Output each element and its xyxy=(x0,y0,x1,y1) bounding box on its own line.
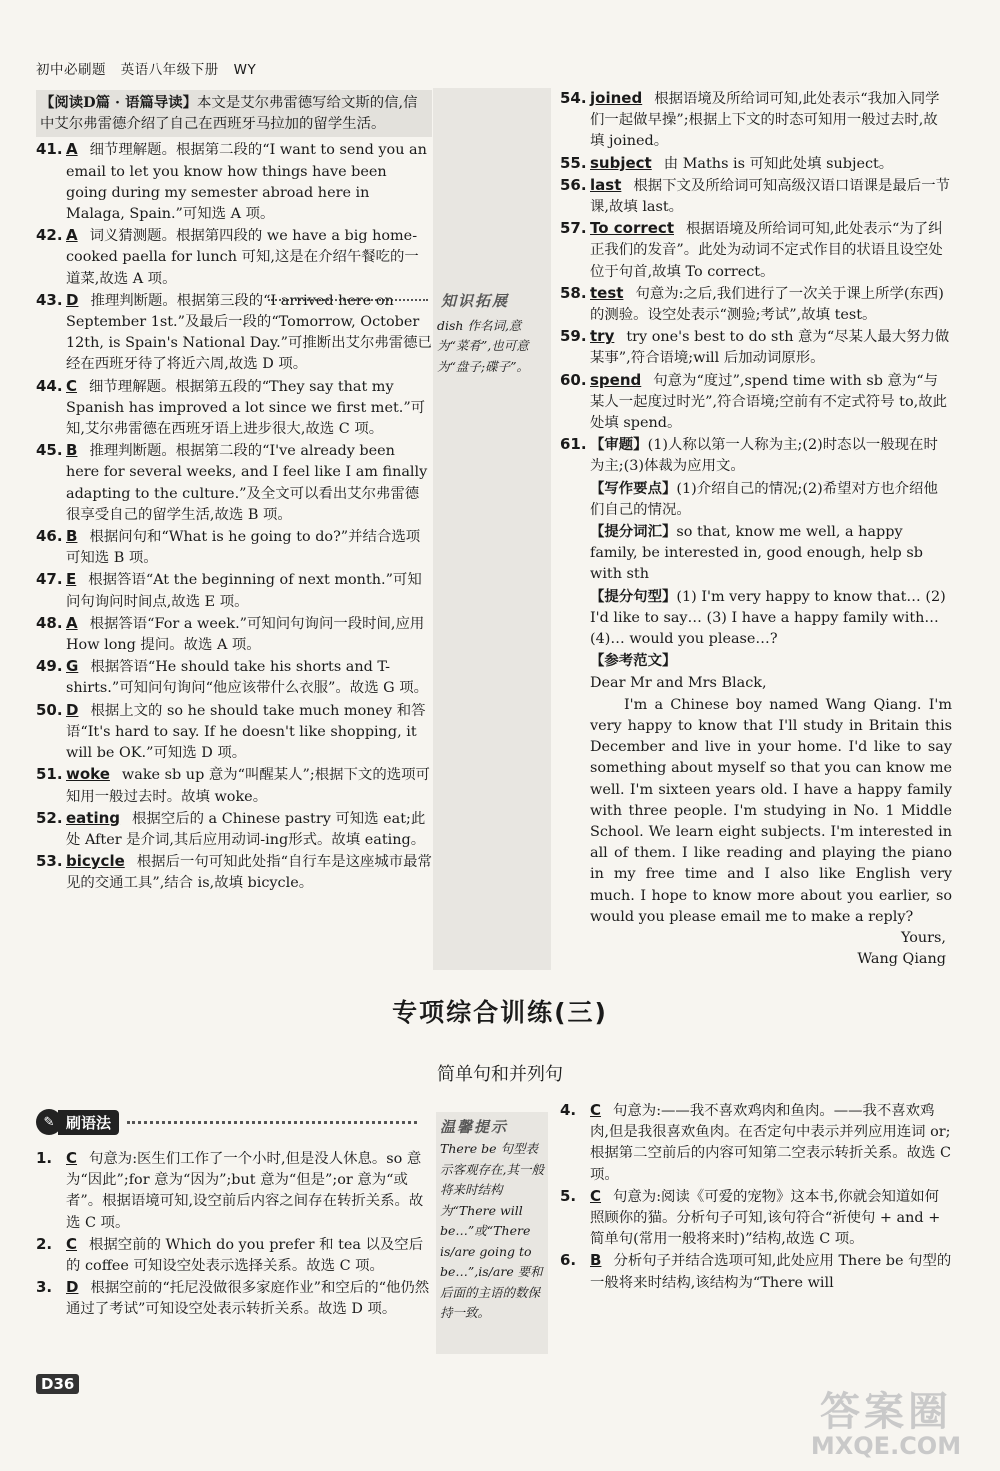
answer-key: try xyxy=(590,327,615,346)
grammar-badge-label: 刷语法 xyxy=(58,1110,119,1135)
explanation-text: 推理判断题。根据第二段的“I've already been here for several weeks, and I feel like I am finally adapting to the culture.”及全文可以看出艾尔弗雷德很享受自己的留学生活,故选 B 项。 xyxy=(66,443,428,523)
answer-key: E xyxy=(66,570,77,589)
reading-intro-tag: 【阅读D篇 · 语篇导读】 xyxy=(40,94,198,111)
question-number: 1. xyxy=(36,1149,53,1167)
question-number: 53. xyxy=(36,852,63,871)
explanation-text: 由 Maths is 可知此处填 subject。 xyxy=(663,155,894,172)
right-column xyxy=(560,88,952,970)
answer-key: C xyxy=(590,1186,602,1205)
question-number: 59. xyxy=(560,327,587,346)
explanation-text: 根据上文的 so he should take much money 和答语“It's hard to say. If he doesn't like shopping, it will be OK.”可知选 D 项。 xyxy=(66,702,426,762)
answer-key: C xyxy=(66,376,78,395)
section-title: 专项综合训练(三) xyxy=(392,998,608,1027)
reading-intro xyxy=(36,90,432,137)
watermark-logo xyxy=(786,1389,986,1462)
explanation-text: 根据语境及所给词可知,此处表示“为了纠正我们的发音”。此处为动词不定式作目的状语且设空处位于句首,故填 To correct。 xyxy=(590,221,943,280)
sentence-patterns-label: 【提分句型】 xyxy=(590,587,677,605)
explanation-text: 根据空前的 Which do you prefer 和 tea 以及空后的 coffee 可知设空处表示选择关系。故选 C 项。 xyxy=(66,1236,424,1275)
explanation-text: 分析句子并结合选项可知,此处应用 There be 句型的一般将来时结构,该结构为“There will xyxy=(590,1253,952,1291)
pen-icon: ✎ xyxy=(36,1109,62,1135)
question-number: 41. xyxy=(36,140,63,159)
review-text: (1)人称以第一人称为主;(2)时态以一般现在时为主;(3)体裁为应用文。 xyxy=(590,437,938,475)
header-subject: 英语八年级下册 xyxy=(120,62,219,78)
question-number: 61. xyxy=(560,435,587,454)
answer-item xyxy=(36,290,432,376)
explanation-text: wake sb up 意为“叫醒某人”;根据下文的选项可知用一般过去时。故填 woke。 xyxy=(66,767,430,805)
answer-key: G xyxy=(66,657,79,676)
answer-item xyxy=(560,153,952,175)
answer-key: woke xyxy=(66,765,110,784)
question-number: 48. xyxy=(36,613,63,632)
bottom-right-column xyxy=(560,1100,952,1294)
explanation-text: 细节理解题。根据第二段的“I want to send you an email to let you know how things have been going during my semester abroad here in Malaga, Spain.”可知选 A 项。 xyxy=(66,142,427,223)
explanation-text: 句意为:——我不喜欢鸡肉和鱼肉。——我不喜欢鸡肉,但是我很喜欢鱼肉。在否定句中表示并列应用连词 or;根据第二空前后的内容可知第二空表示转折关系。故选 C 项。 xyxy=(590,1103,951,1183)
explanation-text: 根据后一句可知此处指“自行车是这座城市最常见的交通工具”,结合 is,故填 bicycle。 xyxy=(66,854,432,892)
badge-divider xyxy=(127,1121,417,1124)
page-number: D36 xyxy=(36,1374,79,1394)
question-number: 57. xyxy=(560,219,587,238)
explanation-text: 词义猜测题。根据第四段的 we have a big home-cooked paella for lunch 可知,这是在介绍午餐吃的一道菜,故选 A 项。 xyxy=(66,228,419,287)
sidebar-background xyxy=(433,88,551,970)
reading-intro-text: 本文是艾尔弗雷德写给文斯的信,信中艾尔弗雷德介绍了自己在西班牙马拉加的留学生活。 xyxy=(40,95,418,133)
question-number: 44. xyxy=(36,376,63,395)
explanation-text: 句意为:之后,我们进行了一次关于课上所学(东西)的测验。设空处表示“测验;考试”,故填 test。 xyxy=(590,285,944,324)
answer-key: C xyxy=(66,1149,78,1167)
question-number: 51. xyxy=(36,765,63,784)
answer-item xyxy=(36,1234,432,1277)
question-number: 42. xyxy=(36,226,63,245)
answer-item xyxy=(36,526,432,569)
left-column xyxy=(36,90,432,895)
answer-item xyxy=(560,326,952,369)
page-header xyxy=(36,58,266,78)
question-number: 47. xyxy=(36,570,63,589)
question-number: 60. xyxy=(560,370,587,389)
key-points-label: 【写作要点】 xyxy=(590,479,677,497)
explanation-text: 根据答语“At the beginning of next month.”可知问句询问时间点,故选 E 项。 xyxy=(66,572,422,610)
question-number: 46. xyxy=(36,527,63,546)
answer-item xyxy=(36,656,432,699)
tip-box xyxy=(436,1112,548,1354)
question-number: 3. xyxy=(36,1278,53,1297)
explanation-text: 推理判断题。根据第三段的“I arrived here on September 1st.”及最后一段的“Tomorrow, October 12th, is Spain's National Day.”可推断出艾尔弗雷德已经在西班牙待了将近六周,故选 D 项。 xyxy=(66,292,432,373)
watermark-line1: 答案圈 xyxy=(820,1389,952,1435)
answer-item xyxy=(36,569,432,612)
answer-item xyxy=(560,1100,952,1186)
answer-item xyxy=(36,613,432,656)
question-number: 2. xyxy=(36,1234,53,1253)
answer-key: D xyxy=(66,700,79,719)
answer-key: To correct xyxy=(590,219,674,238)
answer-item xyxy=(36,808,432,851)
watermark-line2: MXQE.COM xyxy=(810,1432,962,1460)
answer-item xyxy=(36,1148,432,1234)
explanation-text: 根据答语“He should take his shorts and T-shirts.”可知问句询问“他应该带什么衣服”。故选 G 项。 xyxy=(66,659,429,697)
question-number: 50. xyxy=(36,700,63,719)
explanation-text: try one's best to do sth 意为“尽某人最大努力做某事”,符合语境;will 后加动词原形。 xyxy=(590,329,950,367)
answer-key: eating xyxy=(66,808,121,827)
answer-key: A xyxy=(66,140,78,159)
sample-essay-label: 【参考范文】 xyxy=(590,652,677,670)
answer-key: B xyxy=(66,441,78,460)
answer-item xyxy=(36,764,432,807)
answer-key: last xyxy=(590,175,622,194)
knowledge-note xyxy=(437,291,547,377)
answer-key: C xyxy=(590,1101,602,1119)
explanation-text: 根据问句和“What is he going to do?”并结合选项可知选 B 项。 xyxy=(66,529,421,567)
answer-item xyxy=(560,88,952,153)
answer-key: joined xyxy=(590,89,643,107)
explanation-text: 细节理解题。根据第五段的“They say that my Spanish has improved a lot since we first met.”可知,艾尔弗雷德在西班牙语上进步很大,故选 C 项。 xyxy=(66,378,426,438)
key-points-text: (1)介绍自己的情况;(2)希望对方也介绍他们自己的情况。 xyxy=(590,480,938,518)
answer-item xyxy=(560,175,952,218)
answer-key: A xyxy=(66,613,78,632)
answer-key: B xyxy=(590,1251,602,1270)
question-number: 5. xyxy=(560,1186,577,1205)
header-edition: WY xyxy=(233,62,257,78)
question-number: 56. xyxy=(560,175,587,194)
explanation-text: 根据答语“For a week.”可知问句询问一段时间,应用 How long 提问。故选 A 项。 xyxy=(66,615,425,654)
question-number: 52. xyxy=(36,808,63,827)
answer-item xyxy=(36,376,432,441)
header-series: 初中必刷题 xyxy=(36,62,106,78)
question-number: 58. xyxy=(560,283,587,302)
answer-key: C xyxy=(66,1234,78,1253)
section-subtitle: 简单句和并列句 xyxy=(437,1064,563,1085)
answer-item xyxy=(36,851,432,894)
explanation-text: 根据空前的“托尼没做很多家庭作业”和空后的“他仍然通过了考试”可知设空处表示转折关系。故选 D 项。 xyxy=(66,1280,430,1318)
answer-key: D xyxy=(66,1278,79,1297)
tip-title: 温馨提示 xyxy=(440,1118,509,1136)
answer-item xyxy=(36,700,432,765)
answer-item xyxy=(560,218,952,283)
answer-key: bicycle xyxy=(66,852,125,871)
question-number: 54. xyxy=(560,89,587,107)
letter-signature: Wang Qiang xyxy=(857,951,946,968)
letter-body: I'm a Chinese boy named Wang Qiang. I'm very happy to know that I'll study in Britain this December and live in your home. I'd like to say something about myself so that you can know me well. I'm sixteen years old. I have a happy family with three people. I'm studying in No. 1 Middle School. We learn eight subjects. I'm interested in all of them. I like reading and playing the piano in my free time and I also like English very much. I hope to know more about you earlier, so would you please email me to make a reply? xyxy=(590,696,952,925)
answer-item xyxy=(560,1186,952,1251)
explanation-text: 句意为“度过”,spend time with sb 意为“与某人一起度过时光”,符合语境;空前有不定式符号 to,故此处填 spend。 xyxy=(590,372,947,432)
bottom-left-column xyxy=(36,1148,432,1321)
question-number: 49. xyxy=(36,657,63,676)
knowledge-note-text: dish 作名词,意为“菜肴”,也可意为“盘子;碟子”。 xyxy=(437,317,529,374)
answer-key: test xyxy=(590,283,624,302)
question-number: 45. xyxy=(36,441,63,460)
answer-key: A xyxy=(66,226,78,245)
letter-closing: Yours, xyxy=(900,929,946,946)
answer-key: D xyxy=(66,290,79,309)
knowledge-note-title: 知识拓展 xyxy=(441,292,510,310)
answer-key: spend xyxy=(590,370,642,389)
letter-greeting: Dear Mr and Mrs Black, xyxy=(590,675,767,692)
answer-item xyxy=(560,370,952,435)
tip-text: There be 句型表示客观存在,其一般将来时结构为“There will be…”或“There is/are going to be…”,is/are 要和后面的主语的数保持一致。 xyxy=(440,1141,544,1320)
answer-item xyxy=(36,1277,432,1320)
vocabulary-text: so that, know me well, a happy family, be interested in, good enough, help sb with sth xyxy=(590,524,923,583)
explanation-text: 根据下文及所给词可知高级汉语口语课是最后一节课,故填 last。 xyxy=(590,177,950,216)
answer-item xyxy=(36,139,432,225)
question-number: 55. xyxy=(560,153,587,172)
answer-item xyxy=(560,1250,952,1293)
vocabulary-label: 【提分词汇】 xyxy=(590,523,677,541)
question-number: 43. xyxy=(36,290,63,309)
answer-key: subject xyxy=(590,153,652,172)
explanation-text: 句意为:医生们工作了一个小时,但是没人休息。so 意为“因此”;for 意为“因为”;but 意为“但是”;or 意为“或者”。根据语境可知,设空前后内容之间存在转折关系。故选 C 项。 xyxy=(66,1151,424,1231)
answer-item xyxy=(36,225,432,290)
question-number: 6. xyxy=(560,1251,577,1270)
explanation-text: 句意为:阅读《可爱的宠物》这本书,你就会知道如何照顾你的猫。分析句子可知,该句符合“祈使句 + and + 简单句(常用一般将来时)”结构,故选 C 项。 xyxy=(590,1188,941,1248)
sample-letter xyxy=(590,673,952,970)
explanation-text: 根据空后的 a Chinese pastry 可知选 eat;此处 After 是介词,其后应用动词-ing形式。故填 eating。 xyxy=(66,810,426,848)
answer-key: B xyxy=(66,527,78,546)
grammar-badge xyxy=(36,1109,417,1135)
explanation-text: 根据语境及所给词可知,此处表示“我加入同学们一起做早操”;根据上下文的时态可知用一般过去时,故填 joined。 xyxy=(590,91,940,150)
review-label: 【审题】 xyxy=(590,436,648,454)
answer-item xyxy=(560,283,952,326)
sentence-patterns-text: (1) I'm very happy to know that… (2) I'd like to say… (3) I have a happy family with… (4)… would you please…? xyxy=(590,588,946,648)
question-number: 4. xyxy=(560,1101,577,1119)
answer-item xyxy=(36,440,432,526)
answer-item-61 xyxy=(560,434,952,970)
